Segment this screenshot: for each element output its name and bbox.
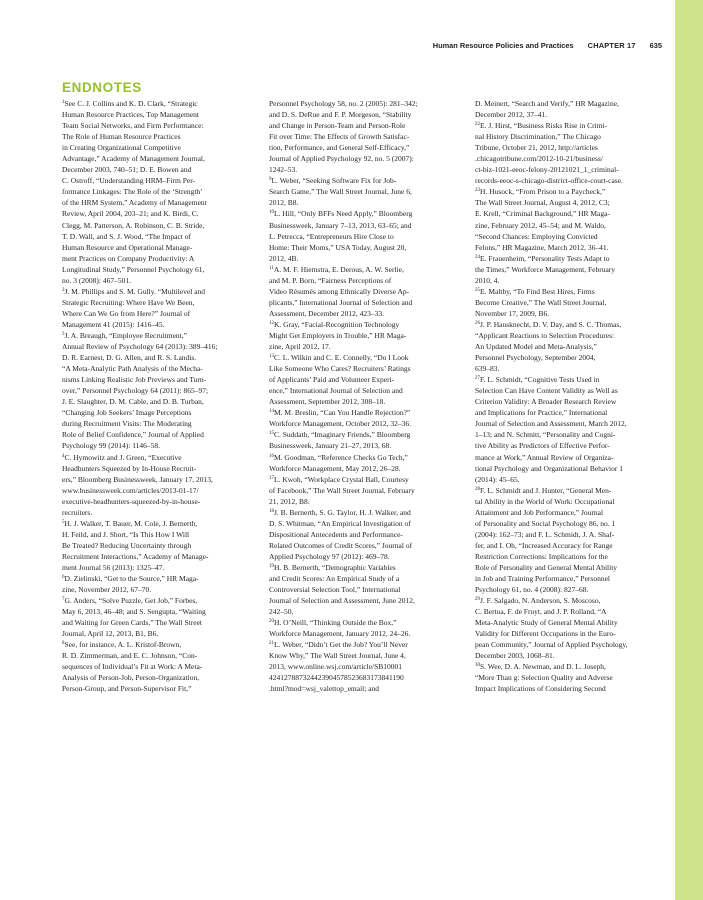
endnote-number: 28 [475,486,480,492]
endnote-line: and M. P. Born, “Fairness Perceptions of [269,275,392,285]
endnote-line: $^{25}$E. Maltby, “To Find Best Hires, Firms [475,286,595,296]
endnote-number: 11 [269,265,274,271]
endnote-line: recruiters. [62,507,93,517]
endnote-line: Assessment, September 2012, 308–18. [269,397,386,407]
endnote-line: Analysis of Person-Job, Person-Organization, [62,673,200,683]
endnote-number: 12 [269,321,274,327]
endnote-number: 6 [62,575,65,581]
endnotes-column-1 [62,98,252,695]
endnote-line: Assessment, December 2012, 423–33. [269,308,384,318]
endnote-line: and Credit Scores: An Empirical Study of a [269,574,400,584]
endnote-line: 1–13; and N. Schmitt, “Personality and Cogni- [475,430,616,440]
endnote-line: H. Feild, and J. Short, “Is This How I Will [62,529,190,539]
endnote-number: 25 [475,288,480,293]
endnote-line: mance at Work,” Annual Review of Organiza- [475,452,614,462]
endnote-number: 30 [475,663,480,669]
endnote-line: Applied Psychology 97 (2012): 469–78. [269,551,390,561]
endnote-line: $^{19}$H. B. Bernerth, “Demographic Variables [269,562,396,572]
endnote-line: plicants,” International Journal of Selection and [269,297,413,307]
endnote-line: Workforce Management, October 2012, 32–36. [269,419,412,429]
endnote-line: The Role of Human Resource Practices [62,132,181,142]
endnote-number: 8 [62,641,65,647]
chapter-label: CHAPTER 17 [587,41,636,50]
endnote-line: .chicagotribune.com/2012-10-21/business/ [475,154,603,164]
endnote-number: 23 [475,188,480,194]
endnote-number: 18 [269,508,274,514]
endnote-line: $^5$H. J. Walker, T. Bauer, M. Cole, J. Bernerth, [62,518,198,528]
endnote-line: Psychology 99 (2014): 1146–58. [62,441,161,451]
endnote-line: Journal of Selection and Assessment, March 2012, [475,419,627,429]
endnote-line: 21, 2012, B8. [269,496,310,506]
endnote-line: tal Ability in the World of Work: Occupational [475,496,615,506]
endnote-line: 242–50. [269,607,294,617]
endnote-line: $^{30}$S. Wee, D. A. Newman, and D. L. Joseph, [475,662,606,672]
endnote-line: in Job and Training Performance,” Personnel [475,574,610,584]
endnote-line: zine, November 2012, 67–70. [62,585,152,595]
endnote-line: nisms Linking Realistic Job Previews and Turn- [62,375,207,385]
endnote-line: 2012, 4B. [269,253,299,263]
endnote-number: 29 [475,597,480,603]
endnote-number: 7 [62,597,65,603]
endnote-line: Personnel Psychology 58, no. 2 (2005): 281–342; [269,99,418,108]
endnote-line: in Creating Organizational Competitive [62,143,181,153]
endnote-line: Criterion Validity: A Broader Research Review [475,397,617,407]
running-header [433,41,662,50]
endnote-line: R. D. Zimmerman, and E. C. Johnson, “Con- [62,651,198,661]
endnote-number: 19 [269,564,274,570]
endnote-line: May 6, 2013, 46–48; and S. Sengupta, “Waiting [62,607,206,617]
endnote-line: Human Resource Practices, Top Management [62,110,200,120]
endnote-line: Businessweek, January 21–27, 2013, 68. [269,441,392,451]
endnote-line: 2013, www.online.wsj.com/article/SB10001 [269,662,403,672]
endnote-line: during Recruitment Visits: The Moderating [62,419,192,429]
endnote-line: ence,” International Journal of Selection and [269,386,403,396]
endnote-line: zine, April 2012, 17. [269,342,331,352]
endnote-line: Video Résumés among Ethnically Diverse Ap- [269,286,410,296]
endnote-line: “Second Chances: Employing Convicted [475,231,598,241]
endnote-line: $^{13}$C. L. Wilkin and C. E. Connelly, “Do I Look [269,353,409,363]
endnote-line: D. R. Earnest, D. G. Allen, and R. S. Landis. [62,353,197,363]
endnote-line: $^{12}$K. Gray, “Facial-Recognition Technology [269,319,400,329]
endnote-number: 14 [269,409,274,415]
endnote-line: Might Get Employers in Trouble,” HR Maga- [269,330,407,340]
endnote-line: Recruitment Interactions,” Academy of Manage- [62,551,209,561]
endnote-line: Impact Implications of Considering Second [475,684,606,694]
endnote-line: www.businessweek.com/articles/2013-01-17/ [62,485,199,495]
endnote-line: Strategic Recruiting: Where Have We Been, [62,297,195,307]
endnote-line: $^9$L. Weber, “Seeking Software Fix for Job- [269,176,397,186]
endnote-line: $^{11}$A. M. F. Hiemstra, E. Derous, A. W. Serlie, [269,264,404,274]
endnote-line: $^{22}$E. J. Hirst, “Business Risks Rise in Crimi- [475,121,608,131]
endnotes-column-3 [475,98,665,695]
endnote-line: $^{21}$L. Weber, “Didn’t Get the Job? You’ll Never [269,640,408,650]
endnote-line: Related Outcomes of Credit Scores,” Journal of [269,540,413,550]
endnote-line: Restriction Corrections: Implications for the [475,551,608,561]
endnote-line: Headhunters Squeezed by In-House Recruit- [62,463,197,473]
endnote-line: Validity for Different Occupations in the Euro- [475,629,616,639]
endnote-line: $^7$G. Anders, “Solve Puzzle, Get Job,” Forbes, [62,596,198,606]
endnote-line: Workforce Management, January 2012, 24–26. [269,629,411,639]
endnote-line: $^{14}$M. M. Breslin, “Can You Handle Rejection?” [269,408,411,418]
endnote-line: nal History Discrimination,” The Chicago [475,132,601,142]
endnote-line: November 17, 2009, B6. [475,308,550,318]
endnote-line: Search Game,” The Wall Street Journal, June 6, [269,187,412,197]
endnote-line: records-eeoc-s-chicago-district-office-court-case. [475,176,623,186]
endnote-line: Journal of Applied Psychology 92, no. 5 (2007): [269,154,414,164]
endnote-line: The Wall Street Journal, August 4, 2012, C3; [475,198,610,208]
endnote-number: 27 [475,376,480,382]
endnote-line: “Applicant Reactions to Selection Procedures: [475,330,615,340]
endnote-line: “Changing Job Seekers’ Image Perceptions [62,408,192,418]
endnote-line: Journal of Selection and Assessment, June 2012, [269,596,415,606]
endnote-line: Controversial Selection Tool,” International [269,585,401,595]
endnote-line: J. E. Slaughter, D. M. Cable, and D. B. Turban, [62,397,204,407]
endnote-line: Felons,” HR Magazine, March 2012, 36–41. [475,242,609,252]
endnote-line: and Implications for Practice,” International [475,408,608,418]
endnote-line: E. Krell, “Criminal Background,” HR Maga- [475,209,610,219]
endnote-line: Clegg, M. Patterson, A. Robinson, C. B. Stride, [62,220,205,230]
endnote-line: Like Someone Who Cares? Recruiters’ Ratings [269,364,411,374]
endnote-line: and Change in Person-Team and Person-Role [269,121,406,131]
endnote-number: 1 [62,100,65,106]
endnote-line: of Applicants’ Paid and Volunteer Experi- [269,375,395,385]
endnote-line: over,” Personnel Psychology 64 (2011): 865–97; [62,386,209,396]
endnote-line: “More Than g: Selection Quality and Adverse [475,673,613,683]
endnote-line: formance Linkages: The Role of the ‘Strength’ [62,187,203,197]
endnote-line: Review, April 2004, 203–21; and K. Birdi, C. [62,209,199,219]
endnote-line: Management 41 (2015): 1416–45. [62,319,165,329]
endnote-line: .html?mod=wsj_valettop_email; and [269,684,380,694]
endnote-line: Advantage,” Academy of Management Journal, [62,154,205,164]
endnote-line: tional Psychology and Organizational Behavior 1 [475,463,623,473]
endnote-number: 22 [475,122,480,128]
endnote-line: 424127887324423904578523683173841190 [269,673,404,683]
endnote-line: 639–83. [475,364,500,374]
page-number: 635 [649,41,662,50]
endnote-line: $^{17}$L. Kwoh, “Workplace Crystal Ball, Courtesy [269,474,409,484]
endnote-line: of the HRM System,” Academy of Management [62,198,207,208]
endnote-line: $^2$J. M. Phillips and S. M. Gully. “Multilevel and [62,286,206,296]
endnote-line: An Updated Model and Meta-Analysis,” [475,342,597,352]
endnote-line: 1242–53. [269,165,298,175]
endnote-number: 16 [269,453,274,459]
endnote-line: executive-headhunters-squeezed-by-in-house- [62,496,201,506]
endnote-number: 5 [62,519,65,525]
endnote-line: tive Ability as Predictors of Effective Perfor- [475,441,610,451]
endnote-line: 2012, B8. [269,198,299,208]
endnote-number: 26 [475,321,480,327]
endnote-line: Businessweek, January 7–13, 2013, 63–65; and [269,220,412,230]
endnote-line: T. D. Wall, and S. J. Wood, “The Impact of [62,231,191,241]
endnote-line: ment Journal 56 (2013): 1325–47. [62,562,165,572]
endnote-line: ers,” Bloomberg Businessweek, January 17, 2013, [62,474,213,484]
endnote-line: $^{23}$H. Husock, “From Prison to a Paycheck,” [475,187,606,197]
endnote-line: Selection Can Have Content Validity as Well as [475,386,618,396]
endnote-line: December 2003, 740–51; D. E. Bowen and [62,165,192,175]
endnote-number: 4 [62,453,65,459]
endnote-line: $^{18}$J. B. Bernerth, S. G. Taylor, H. J. Walker, and [269,507,411,517]
endnote-line: Workforce Management, May 2012, 26–28. [269,463,401,473]
endnote-line: and D. S. DeRue and F. P. Morgeson, “Stability [269,110,412,120]
endnote-line: of Personality and Social Psychology 86, no. 1 [475,518,616,528]
endnote-line: tion, Performance, and General Self-Efficacy,” [269,143,410,153]
endnote-line: Attainment and Job Performance,” Journal [475,507,604,517]
endnote-line: $^1$See C. J. Collins and K. D. Clark, “Strategic [62,99,198,108]
endnote-number: 17 [269,475,274,481]
endnote-line: December 2003, 1068–81. [475,651,555,661]
endnote-line: the Times,” Workforce Management, February [475,264,616,274]
endnote-number: 24 [475,254,480,260]
endnote-line: Personnel Psychology, September 2004, [475,353,596,363]
endnote-line: $^{20}$H. O’Neill, “Thinking Outside the Box,” [269,618,397,628]
endnote-line: D. S. Whitman, “An Empirical Investigation of [269,518,411,528]
endnote-line: (2014): 45–65. [475,474,520,484]
endnote-line: December 2012, 37–41. [475,110,548,120]
endnote-line: fer, and I. Oh, “Increased Accuracy for Range [475,540,613,550]
endnote-line: Fit over Time: The Effects of Growth Satisfac- [269,132,410,142]
endnote-line: pean Community,” Journal of Applied Psychology, [475,640,628,650]
endnote-number: 10 [269,210,274,216]
endnote-line: Home: Their Moms,” USA Today, August 20, [269,242,407,252]
endnote-line: (2004): 162–73; and F. L. Schmidt, J. A. Shaf- [475,529,615,539]
endnote-line: Person-Group, and Person-Supervisor Fit,” [62,684,192,694]
endnote-line: and Waiting for Green Cards,” The Wall Street [62,618,203,628]
endnote-number: 13 [269,354,274,360]
endnote-line: $^{28}$F. L. Schmidt and J. Hunter, “General Men- [475,485,612,495]
endnote-line: Tribune, October 21, 2012, http://articles [475,143,598,153]
running-title: Human Resource Policies and Practices [432,41,574,50]
endnote-number: 20 [269,619,274,625]
endnote-line: Become Creative,” The Wall Street Journal, [475,297,607,307]
endnote-line: sequences of Individual’s Fit at Work: A Meta- [62,662,203,672]
endnote-number: 15 [269,431,274,437]
endnote-line: $^8$See, for instance, A. L. Kristof-Brown, [62,640,182,650]
endnote-line: $^{29}$J. F. Salgado, N. Anderson, S. Moscoso, [475,596,601,606]
endnote-line: Team Social Networks, and Firm Performance: [62,121,204,131]
endnote-line: Journal, April 12, 2013, B1, B6. [62,629,159,639]
endnote-number: 9 [269,177,272,183]
endnote-number: 3 [62,332,65,338]
endnote-line: ment Practices on Company Productivity: A [62,253,195,263]
endnote-line: 2010, 4. [475,275,500,285]
endnote-line: $^{27}$F. L. Schmidt, “Cognitive Tests Used in [475,375,600,385]
endnote-line: Psychology 61, no. 4 (2008): 827–68. [475,585,589,595]
endnote-line: $^{26}$J. P. Hausknecht, D. V. Day, and S. C. Thomas, [475,319,622,329]
endnote-line: C. Ostroff, “Understanding HRM–Firm Per- [62,176,196,186]
endnote-line: no. 3 (2008): 467–501. [62,275,131,285]
endnote-line: $^{16}$M. Goodman, “Reference Checks Go Tech,” [269,452,408,462]
endnote-number: 2 [62,288,65,293]
endnote-line: D. Meinert, “Search and Verify,” HR Magazine, [475,99,619,108]
endnote-line: Human Resource and Operational Manage- [62,242,193,252]
endnote-line: zine, February 2012, 45–54; and M. Waldo, [475,220,606,230]
endnote-line: Meta-Analytic Study of General Mental Ability [475,618,618,628]
endnote-line: Know Why,” The Wall Street Journal, June 4, [269,651,406,661]
endnote-line: $^{15}$C. Suddath, “Imaginary Friends,” Bloomberg [269,430,411,440]
section-heading: ENDNOTES [62,80,142,95]
endnote-number: 21 [269,641,274,647]
endnote-line: Annual Review of Psychology 64 (2013): 389–416; [62,342,218,352]
endnote-line: Be Treated? Reducing Uncertainty through [62,540,192,550]
page-edge-color-band [675,0,703,900]
endnote-line: $^{24}$E. Frauenheim, “Personality Tests Adapt to [475,253,610,263]
endnote-line: L. Petrecca, “Entrepreneurs Hire Close to [269,231,394,241]
endnote-line: C. Bertua, F. de Fruyt, and J. P. Rolland, “A [475,607,607,617]
endnote-line: “A Meta-Analytic Path Analysis of the Mecha- [62,364,203,374]
endnote-line: of Facebook,” The Wall Street Journal, February [269,485,415,495]
endnote-line: $^3$J. A. Breaugh, “Employee Recruitment,” [62,330,187,340]
endnote-line: Role of Personality and General Mental Ability [475,562,618,572]
endnotes-column-2 [269,98,459,695]
endnote-line: $^6$D. Zielinski, “Get to the Source,” HR Maga- [62,574,199,584]
endnote-line: ct-biz-1021-eeoc-felony-20121021_1_criminal- [475,165,619,175]
endnote-line: Role of Belief Confidence,” Journal of Applied [62,430,204,440]
endnote-line: Dispositional Antecedents and Performance- [269,529,403,539]
endnote-line: Longitudinal Study,” Personnel Psychology 61, [62,264,205,274]
endnote-line: $^4$C. Hymowitz and J. Green, “Executive [62,452,182,462]
endnote-line: Where Can We Go from Here?” Journal of [62,308,191,318]
endnote-line: $^{10}$L. Hill, “Only BFFs Need Apply,” Bloomberg [269,209,413,219]
